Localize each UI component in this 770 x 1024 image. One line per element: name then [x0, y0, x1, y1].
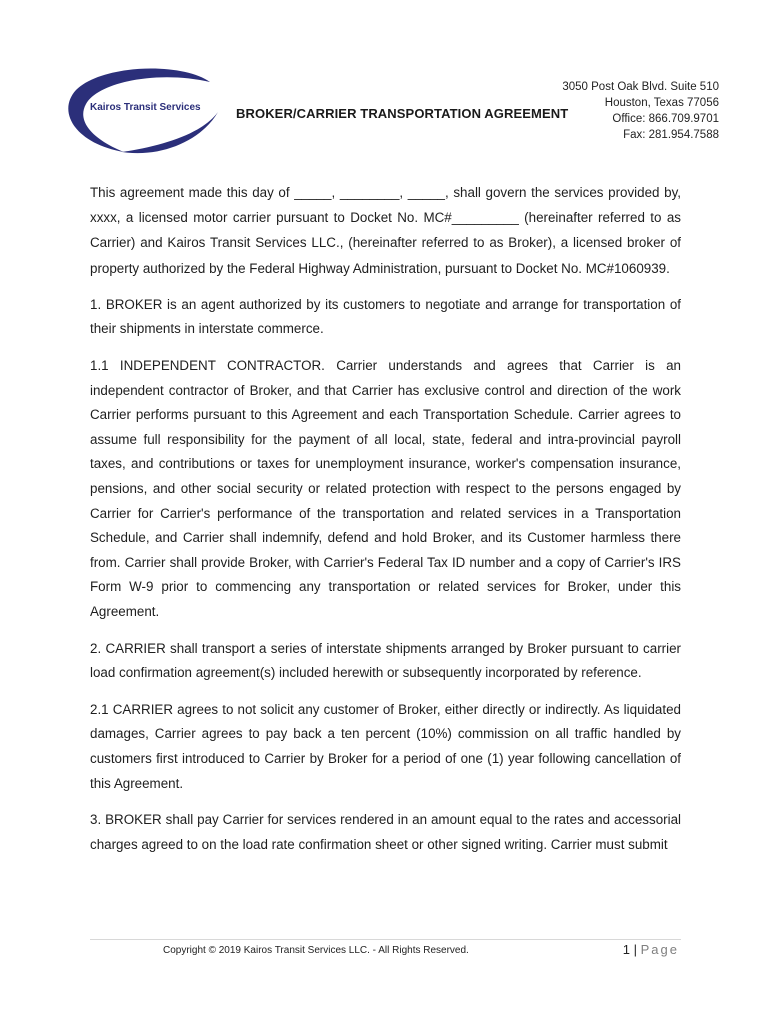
- page-indicator: [623, 942, 679, 957]
- page-number: 1: [622, 942, 630, 957]
- section-2-1-paragraph: 2.1 CARRIER agrees to not solicit any customer of Broker, either directly or indirectly. As liquidated damages, Carrier agrees to pay back a ten percent (10%) commission on all traffic handled by customers first introduced to Carrier by Broker for a period of one (1) year following cancellation of this Agreement.: [90, 701, 681, 791]
- section-1-1-paragraph: 1.1 INDEPENDENT CONTRACTOR. Carrier understands and agrees that Carrier is an independent contractor of Broker, and that Carrier has exclusive control and direction of the work Carrier performs pursuant to this Agreement and each Transportation Schedule. Carrier agrees to assume full responsibility for the payment of all local, state, federal and intra-provincial payroll taxes, and contributions or taxes for unemployment insurance, worker's compensation insurance, pensions, and other social security or related protection with respect to the persons engaged by Carrier for Carrier's performance of the transportation and related services in a Transportation Schedule, and Carrier shall indemnify, defend and hold Broker, and its Customer harmless there from. Carrier shall provide Broker, with Carrier's Federal Tax ID number and a copy of Carrier's IRS Form W-9 prior to commencing any transportation or related services for Broker, under this Agreement.: [90, 358, 681, 619]
- document-title: BROKER/CARRIER TRANSPORTATION AGREEMENT: [236, 106, 569, 121]
- footer-copyright: Copyright © 2019 Kairos Transit Services LLC. - All Rights Reserved.: [163, 945, 469, 956]
- logo-text: Kairos Transit Services: [90, 102, 201, 113]
- address-line-2: Houston, Texas 77056: [604, 97, 719, 109]
- section-2-paragraph: 2. CARRIER shall transport a series of interstate shipments arranged by Broker pursuant to carrier load confirmation agreement(s) included herewith or subsequently incorporated by reference.: [90, 640, 681, 681]
- office-phone: Office: 866.709.9701: [612, 113, 719, 125]
- section-3-paragraph: 3. BROKER shall pay Carrier for services rendered in an amount equal to the rates and accessorial charges agreed to on the load rate confirmation sheet or other signed writing. Carrier must submit: [90, 812, 681, 852]
- agreement-body: [90, 180, 681, 869]
- company-address: [562, 79, 719, 143]
- section-1-paragraph: 1. BROKER is an agent authorized by its customers to negotiate and arrange for transportation of their shipments in interstate commerce.: [90, 296, 681, 337]
- page-separator: |: [633, 942, 637, 957]
- intro-paragraph: This agreement made this day of _____, ________, _____, shall govern the services provided by, xxxx, a licensed motor carrier pursuant to Docket No. MC#_________ (hereinafter referred to as Carrier) and Kairos Transit Services LLC., (hereinafter referred to as Broker), a licensed broker of property authorized by the Federal Highway Administration, pursuant to Docket No. MC#1060939.: [90, 185, 681, 276]
- fax-number: Fax: 281.954.7588: [623, 129, 719, 141]
- footer-divider: [90, 939, 681, 940]
- page-word: Page: [640, 942, 679, 957]
- company-logo: [62, 60, 222, 160]
- address-line-1: 3050 Post Oak Blvd. Suite 510: [562, 81, 719, 93]
